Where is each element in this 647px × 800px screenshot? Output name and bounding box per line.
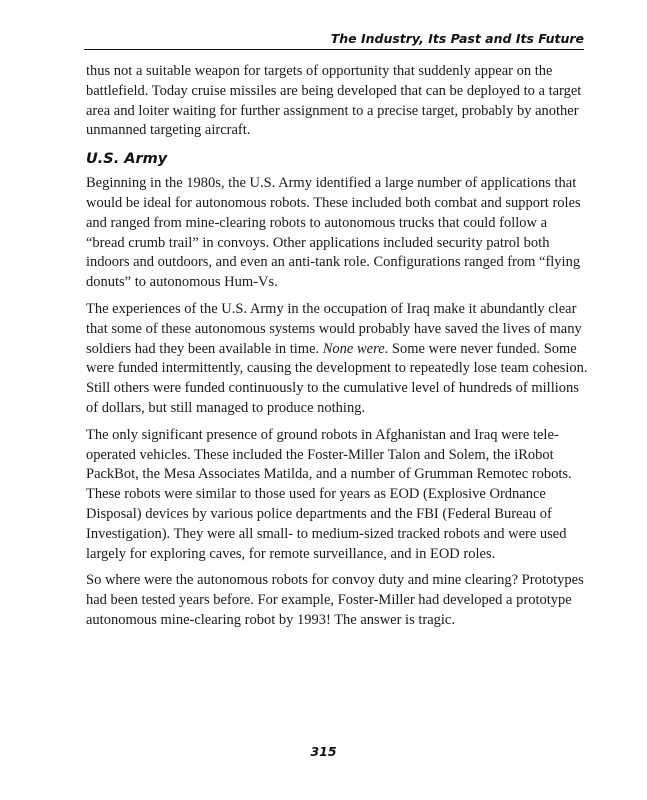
page-body (86, 62, 588, 638)
paragraph-autonomous-question: So where were the autonomous robots for convoy duty and mine clearing? Prototypes had been tested years before. For example, Foster-Miller had developed a prototype autonomous mine-clearing robot by 1993! The answer is tragic. (86, 572, 584, 628)
paragraph-teleoperated-vehicles: The only significant presence of ground robots in Afghanistan and Iraq were tele-operated vehicles. These included the Foster-Miller Talon and Solem, the iRobot PackBot, the Mesa Associates Matilda, and a number of Grumman Remotec robots. These robots were similar to those used for years as EOD (Explosive Ordnance Disposal) devices by various police departments and the FBI (Federal Bureau of Investigation). They were all small- to medium-sized tracked robots and were used largely for exploring caves, for remote surveillance, and in EOD roles. (86, 426, 572, 562)
paragraph-text-after: . Some were never funded. Some were funded intermittently, causing the development to repeatedly lose team cohesion. Still others were funded continuously to the cumulative level of hundreds of millions of dollars, but still managed to produce nothing. (86, 340, 588, 416)
paragraph-intro: thus not a suitable weapon for targets of opportunity that suddenly appear on the battlefield. Today cruise missiles are being developed that can be deployed to a target area and loiter waiting for further assignment to a precise target, probably by another unmanned targeting aircraft. (86, 63, 582, 139)
section-heading: U.S. Army (86, 151, 168, 168)
running-head-title: The Industry, Its Past and Its Future (330, 31, 584, 46)
header-divider (84, 49, 584, 50)
page-number: 315 (310, 744, 337, 759)
emphasis-text: None were (322, 340, 385, 357)
paragraph-army-applications: Beginning in the 1980s, the U.S. Army identified a large number of applications that would be ideal for autonomous robots. These included both combat and support roles and ranged from mine-clearing robots to autonomous trucks that could follow a “bread crumb trail” in convoys. Other applications included security patrol both indoors and outdoors, and even an anti-tank role. Configurations ranged from “flying donuts” to autonomous Hum-Vs. (86, 175, 581, 291)
paragraph-iraq-experience (86, 300, 588, 419)
paragraph-text-before: The experiences of the U.S. Army in the occupation of Iraq make it abundantly clear that some of these autonomous systems would probably have saved the lives of many soldiers had they been available in time. (86, 300, 582, 357)
